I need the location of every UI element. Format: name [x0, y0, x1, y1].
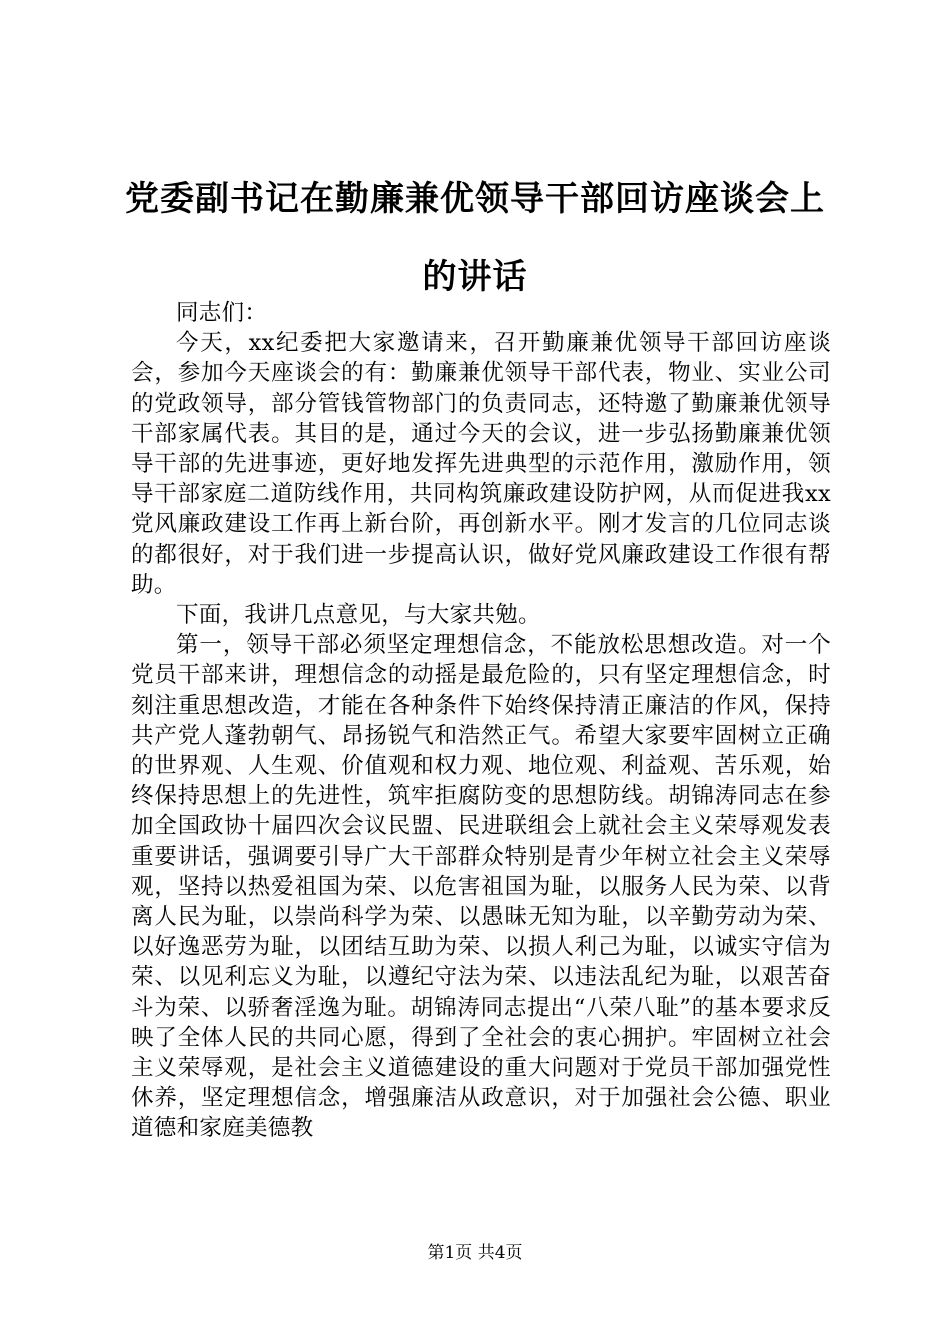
body-paragraph: 第一，领导干部必须坚定理想信念，不能放松思想改造。对一个党员干部来讲，理想信念的动摇是最危险的，只有坚定理想信念，时刻注重思想改造，才能在各种条件下始终保持清正廉洁的作风，保持共产党人蓬勃朝气、昂扬锐气和浩然正气。希望大家要牢固树立正确的世界观、人生观、价值观和权力观、地位观、利益观、苦乐观，始终保持思想上的先进性，筑牢拒腐防变的思想防线。胡锦涛同志在参加全国政协十届四次会议民盟、民进联组会上就社会主义荣辱观发表重要讲话，强调要引导广大干部群众特别是青少年树立社会主义荣辱观，坚持以热爱祖国为荣、以危害祖国为耻，以服务人民为荣、以背离人民为耻，以崇尚科学为荣、以愚昧无知为耻，以辛勤劳动为荣、以好逸恶劳为耻，以团结互助为荣、以损人利己为耻，以诚实守信为荣、以见利忘义为耻，以遵纪守法为荣、以违法乱纪为耻，以艰苦奋斗为荣、以骄奢淫逸为耻。胡锦涛同志提出“八荣八耻”的基本要求反映了全体人民的共同心愿，得到了全社会的衷心拥护。牢固树立社会主义荣辱观，是社会主义道德建设的重大问题对于党员干部加强党性休养，坚定理想信念，增强廉洁从政意识，对于加强社会公德、职业道德和家庭美德教	[131, 632, 831, 1142]
document-body	[131, 298, 831, 1144]
document-title	[118, 160, 832, 316]
document-title-line-1: 党委副书记在勤廉兼优领导干部回访座谈会上	[125, 179, 825, 219]
body-paragraph: 下面，我讲几点意见，与大家共勉。	[176, 602, 541, 629]
salutation-paragraph: 同志们：	[176, 300, 268, 326]
body-paragraph: 今天，xx纪委把大家邀请来，召开勤廉兼优领导干部回访座谈会，参加今天座谈会的有：勤廉兼优领导干部代表，物业、实业公司的党政领导，部分管钱管物部门的负责同志，还特邀了勤廉兼优领导干部家属代表。其目的是，通过今天的会议，进一步弘扬勤廉兼优领导干部的先进事迹，更好地发挥先进典型的示范作用，激励作用，领导干部家庭二道防线作用，共同构筑廉政建设防护网，从而促进我xx党风廉政建设工作再上新台阶，再创新水平。刚才发言的几位同志谈的都很好，对于我们进一步提高认识，做好党风廉政建设工作很有帮助。	[131, 330, 831, 598]
page-number-footer: 第1页 共4页	[427, 1243, 523, 1263]
document-title-line-2: 的讲话	[422, 257, 528, 297]
